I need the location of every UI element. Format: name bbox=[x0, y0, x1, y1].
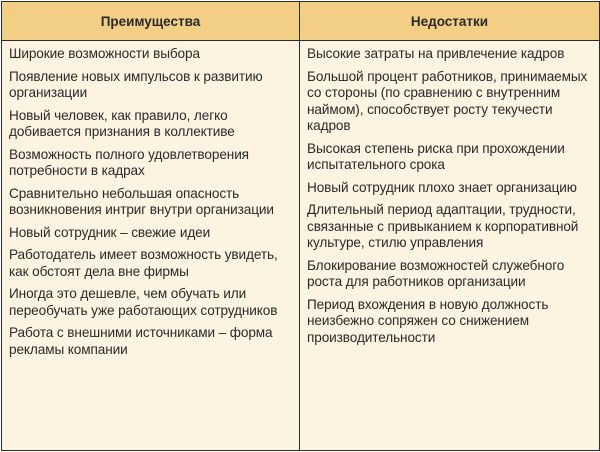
comparison-table bbox=[1, 1, 600, 451]
advantage-item: Работа с внешними источниками – форма рекламы компании bbox=[9, 325, 273, 357]
disadvantage-item: Большой процент работников, принимаемых со стороны (по сравнению с внутренним наймом), способствует росту текучести кадров bbox=[307, 68, 588, 133]
advantage-item: Новый сотрудник – свежие идеи bbox=[9, 224, 211, 240]
advantage-item: Новый человек, как правило, легко добивается признания в коллективе bbox=[9, 107, 235, 139]
disadvantages-column bbox=[300, 41, 600, 451]
disadvantage-item: Новый сотрудник плохо знает организацию bbox=[307, 179, 577, 195]
table-header-row bbox=[2, 2, 600, 41]
advantages-column bbox=[2, 41, 300, 451]
advantage-item: Сравнительно небольшая опасность возникновения интриг внутри организации bbox=[9, 185, 274, 217]
advantage-item: Работодатель имеет возможность увидеть, как обстоят дела вне фирмы bbox=[9, 247, 278, 279]
disadvantage-item: Высокая степень риска при прохождении испытательного срока bbox=[307, 140, 565, 172]
advantage-item: Возможность полного удовлетворения потребности в кадрах bbox=[9, 146, 249, 178]
disadvantage-item: Высокие затраты на привлечение кадров bbox=[307, 46, 565, 61]
header-advantages: Преимущества bbox=[2, 2, 300, 41]
advantage-item: Широкие возможности выбора bbox=[9, 46, 200, 61]
advantage-item: Иногда это дешевле, чем обучать или переобучать уже работающих сотрудников bbox=[9, 286, 278, 318]
table-body-row bbox=[2, 41, 600, 451]
disadvantage-item: Длительный период адаптации, трудности, связанные с привыканием к корпоративной культуре, стилю управления bbox=[307, 202, 579, 250]
disadvantage-item: Период вхождения в новую должность неизбежно сопряжен со снижением производительности bbox=[307, 296, 549, 345]
disadvantage-item: Блокирование возможностей служебного роста для работников организации bbox=[307, 257, 565, 289]
advantage-item: Появление новых импульсов к развитию организации bbox=[9, 68, 263, 100]
header-disadvantages: Недостатки bbox=[300, 2, 600, 41]
